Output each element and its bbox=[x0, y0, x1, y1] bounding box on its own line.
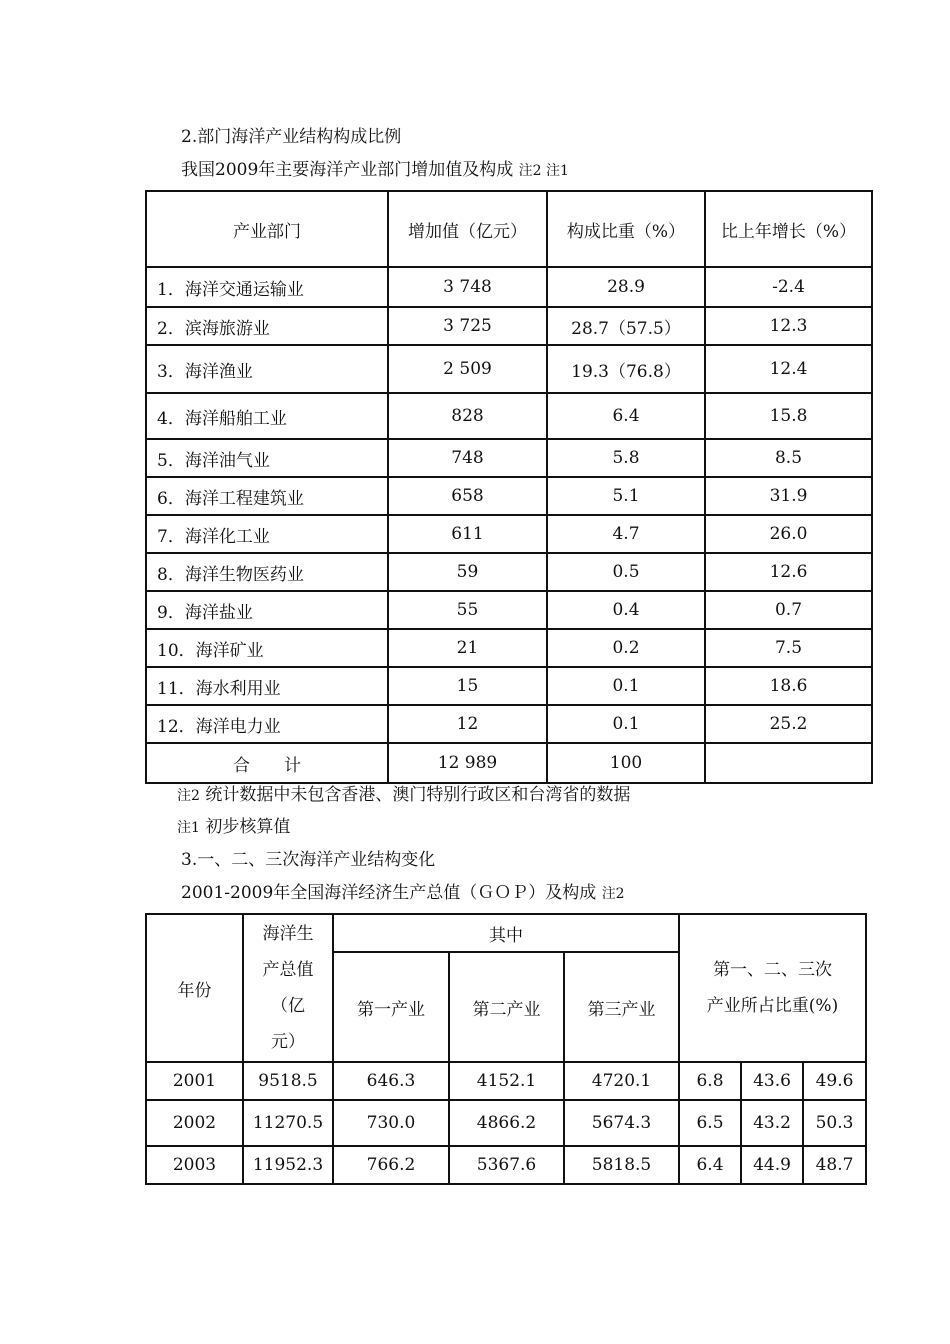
table1-cell: 18.6 bbox=[705, 667, 872, 705]
table1-cell: 3 748 bbox=[388, 267, 547, 307]
share-header-line: 第一、二、三次 bbox=[713, 960, 832, 980]
table1-cell: 28.9 bbox=[547, 267, 705, 307]
table-row bbox=[146, 667, 872, 705]
table2-cell: 5818.5 bbox=[564, 1146, 679, 1184]
table2-header-primary: 第一产业 bbox=[333, 952, 449, 1062]
table1-cell: 4．海洋船舶工业 bbox=[146, 393, 388, 439]
table2-cell: 2003 bbox=[146, 1146, 243, 1184]
table-row bbox=[146, 477, 872, 515]
table1-cell: 2．滨海旅游业 bbox=[146, 307, 388, 345]
table1-cell: 0.1 bbox=[547, 667, 705, 705]
table2-cell: 4866.2 bbox=[449, 1100, 564, 1146]
note1-tag: 注1 bbox=[177, 820, 200, 836]
table2-cell: 646.3 bbox=[333, 1062, 449, 1100]
table1-caption bbox=[181, 159, 569, 182]
table-row bbox=[146, 345, 872, 393]
table1-cell: 0.1 bbox=[547, 705, 705, 743]
table1-cell: 5.8 bbox=[547, 439, 705, 477]
note1-text: 初步核算值 bbox=[205, 817, 291, 837]
table-row bbox=[146, 515, 872, 553]
table2-header-tertiary: 第三产业 bbox=[564, 952, 679, 1062]
table1-cell: 26.0 bbox=[705, 515, 872, 553]
table1-header: 产业部门 bbox=[146, 191, 388, 267]
table1-cell: 11．海水利用业 bbox=[146, 667, 388, 705]
table2-cell: 6.5 bbox=[679, 1100, 741, 1146]
table1-cell: 28.7（57.5） bbox=[547, 307, 705, 345]
table1-cell: 5．海洋油气业 bbox=[146, 439, 388, 477]
note2-text: 统计数据中未包含香港、澳门特别行政区和台湾省的数据 bbox=[205, 785, 631, 805]
table1-cell: 21 bbox=[388, 629, 547, 667]
table-row bbox=[146, 393, 872, 439]
note2-tag: 注2 bbox=[177, 788, 200, 804]
table1-cell: 12 bbox=[388, 705, 547, 743]
table2-cell: 43.2 bbox=[741, 1100, 803, 1146]
table1-cell: 25.2 bbox=[705, 705, 872, 743]
table2-cell: 5367.6 bbox=[449, 1146, 564, 1184]
table1-cell: 10．海洋矿业 bbox=[146, 629, 388, 667]
table2-cell: 6.8 bbox=[679, 1062, 741, 1100]
table2-cell: 48.7 bbox=[803, 1146, 866, 1184]
table1-total-cell: 100 bbox=[547, 743, 705, 783]
table1-total-cell bbox=[705, 743, 872, 783]
table-row bbox=[146, 591, 872, 629]
table1-cell: 31.9 bbox=[705, 477, 872, 515]
table2-cell: 5674.3 bbox=[564, 1100, 679, 1146]
section3-heading: 3.一、二、三次海洋产业结构变化 bbox=[181, 850, 436, 870]
table2-cell: 43.6 bbox=[741, 1062, 803, 1100]
table2-caption-note-tag: 注2 bbox=[601, 886, 625, 902]
table2-cell: 4720.1 bbox=[564, 1062, 679, 1100]
table-row bbox=[146, 553, 872, 591]
table1-cell: 0.5 bbox=[547, 553, 705, 591]
table1-caption-text: 我国2009年主要海洋产业部门增加值及构成 bbox=[181, 160, 514, 180]
table1-cell: 828 bbox=[388, 393, 547, 439]
table1-cell: 3 725 bbox=[388, 307, 547, 345]
table-row bbox=[146, 1062, 866, 1100]
note1 bbox=[177, 816, 290, 839]
table2-cell: 11952.3 bbox=[243, 1146, 333, 1184]
share-header-line: 产业所占比重(%) bbox=[706, 996, 839, 1016]
table-row bbox=[146, 307, 872, 345]
table1-caption-note-tag: 注2 注1 bbox=[518, 163, 569, 179]
table1-total-cell: 合 计 bbox=[146, 743, 388, 783]
gop-header-line: （亿 bbox=[271, 996, 305, 1016]
table2-cell: 50.3 bbox=[803, 1100, 866, 1146]
table2-cell: 9518.5 bbox=[243, 1062, 333, 1100]
table-row bbox=[146, 1146, 866, 1184]
table2-cell: 2002 bbox=[146, 1100, 243, 1146]
table2-header-share bbox=[679, 914, 866, 1062]
table2-cell: 2001 bbox=[146, 1062, 243, 1100]
table2-cell: 44.9 bbox=[741, 1146, 803, 1184]
table1-cell: 59 bbox=[388, 553, 547, 591]
table1-cell: 8.5 bbox=[705, 439, 872, 477]
table1-cell: 5.1 bbox=[547, 477, 705, 515]
table1-total-cell: 12 989 bbox=[388, 743, 547, 783]
table1-cell: 748 bbox=[388, 439, 547, 477]
table1-cell: 1．海洋交通运输业 bbox=[146, 267, 388, 307]
table1-cell: -2.4 bbox=[705, 267, 872, 307]
table2-cell: 11270.5 bbox=[243, 1100, 333, 1146]
gop-header-line: 元） bbox=[271, 1032, 305, 1052]
table2-caption-text: 2001-2009年全国海洋经济生产总值（ＧＯＰ）及构成 bbox=[181, 883, 597, 903]
table-row bbox=[146, 439, 872, 477]
table-row bbox=[146, 705, 872, 743]
note2 bbox=[177, 784, 630, 807]
table2-caption bbox=[181, 882, 625, 905]
gop-header-line: 海洋生 bbox=[262, 924, 314, 944]
table1-cell: 8．海洋生物医药业 bbox=[146, 553, 388, 591]
table2-header-row bbox=[146, 914, 866, 952]
table1-header: 构成比重（%） bbox=[547, 191, 705, 267]
table1-cell: 55 bbox=[388, 591, 547, 629]
table1-cell: 2 509 bbox=[388, 345, 547, 393]
section2-heading: 2.部门海洋产业结构构成比例 bbox=[181, 127, 402, 147]
table1-cell: 3．海洋渔业 bbox=[146, 345, 388, 393]
table1-cell: 12.4 bbox=[705, 345, 872, 393]
table1-cell: 9．海洋盐业 bbox=[146, 591, 388, 629]
table1-cell: 6.4 bbox=[547, 393, 705, 439]
table-row bbox=[146, 1100, 866, 1146]
table1-cell: 0.2 bbox=[547, 629, 705, 667]
table1-cell: 19.3（76.8） bbox=[547, 345, 705, 393]
table1-header-row bbox=[146, 191, 872, 267]
table1-cell: 15 bbox=[388, 667, 547, 705]
table1-cell: 611 bbox=[388, 515, 547, 553]
table1-cell: 658 bbox=[388, 477, 547, 515]
table1-cell: 4.7 bbox=[547, 515, 705, 553]
table2-header-secondary: 第二产业 bbox=[449, 952, 564, 1062]
table1-cell: 6．海洋工程建筑业 bbox=[146, 477, 388, 515]
table1-cell: 12.3 bbox=[705, 307, 872, 345]
table2-cell: 6.4 bbox=[679, 1146, 741, 1184]
table2-cell: 766.2 bbox=[333, 1146, 449, 1184]
table1-header: 增加值（亿元） bbox=[388, 191, 547, 267]
table1-cell: 7．海洋化工业 bbox=[146, 515, 388, 553]
table1-cell: 0.4 bbox=[547, 591, 705, 629]
table1-header: 比上年增长（%） bbox=[705, 191, 872, 267]
marine-industry-table bbox=[145, 190, 873, 784]
gop-header-line: 产总值 bbox=[262, 960, 314, 980]
table1-total-row bbox=[146, 743, 872, 783]
table2-cell: 730.0 bbox=[333, 1100, 449, 1146]
table-row bbox=[146, 267, 872, 307]
gop-table bbox=[145, 913, 867, 1185]
table2-cell: 4152.1 bbox=[449, 1062, 564, 1100]
table2-cell: 49.6 bbox=[803, 1062, 866, 1100]
table1-cell: 12.6 bbox=[705, 553, 872, 591]
table2-header-year: 年份 bbox=[146, 914, 243, 1062]
table1-cell: 15.8 bbox=[705, 393, 872, 439]
table2-header-of-which: 其中 bbox=[333, 914, 679, 952]
table1-cell: 7.5 bbox=[705, 629, 872, 667]
table1-cell: 0.7 bbox=[705, 591, 872, 629]
table1-cell: 12．海洋电力业 bbox=[146, 705, 388, 743]
table-row bbox=[146, 629, 872, 667]
table2-header-gop bbox=[243, 914, 333, 1062]
